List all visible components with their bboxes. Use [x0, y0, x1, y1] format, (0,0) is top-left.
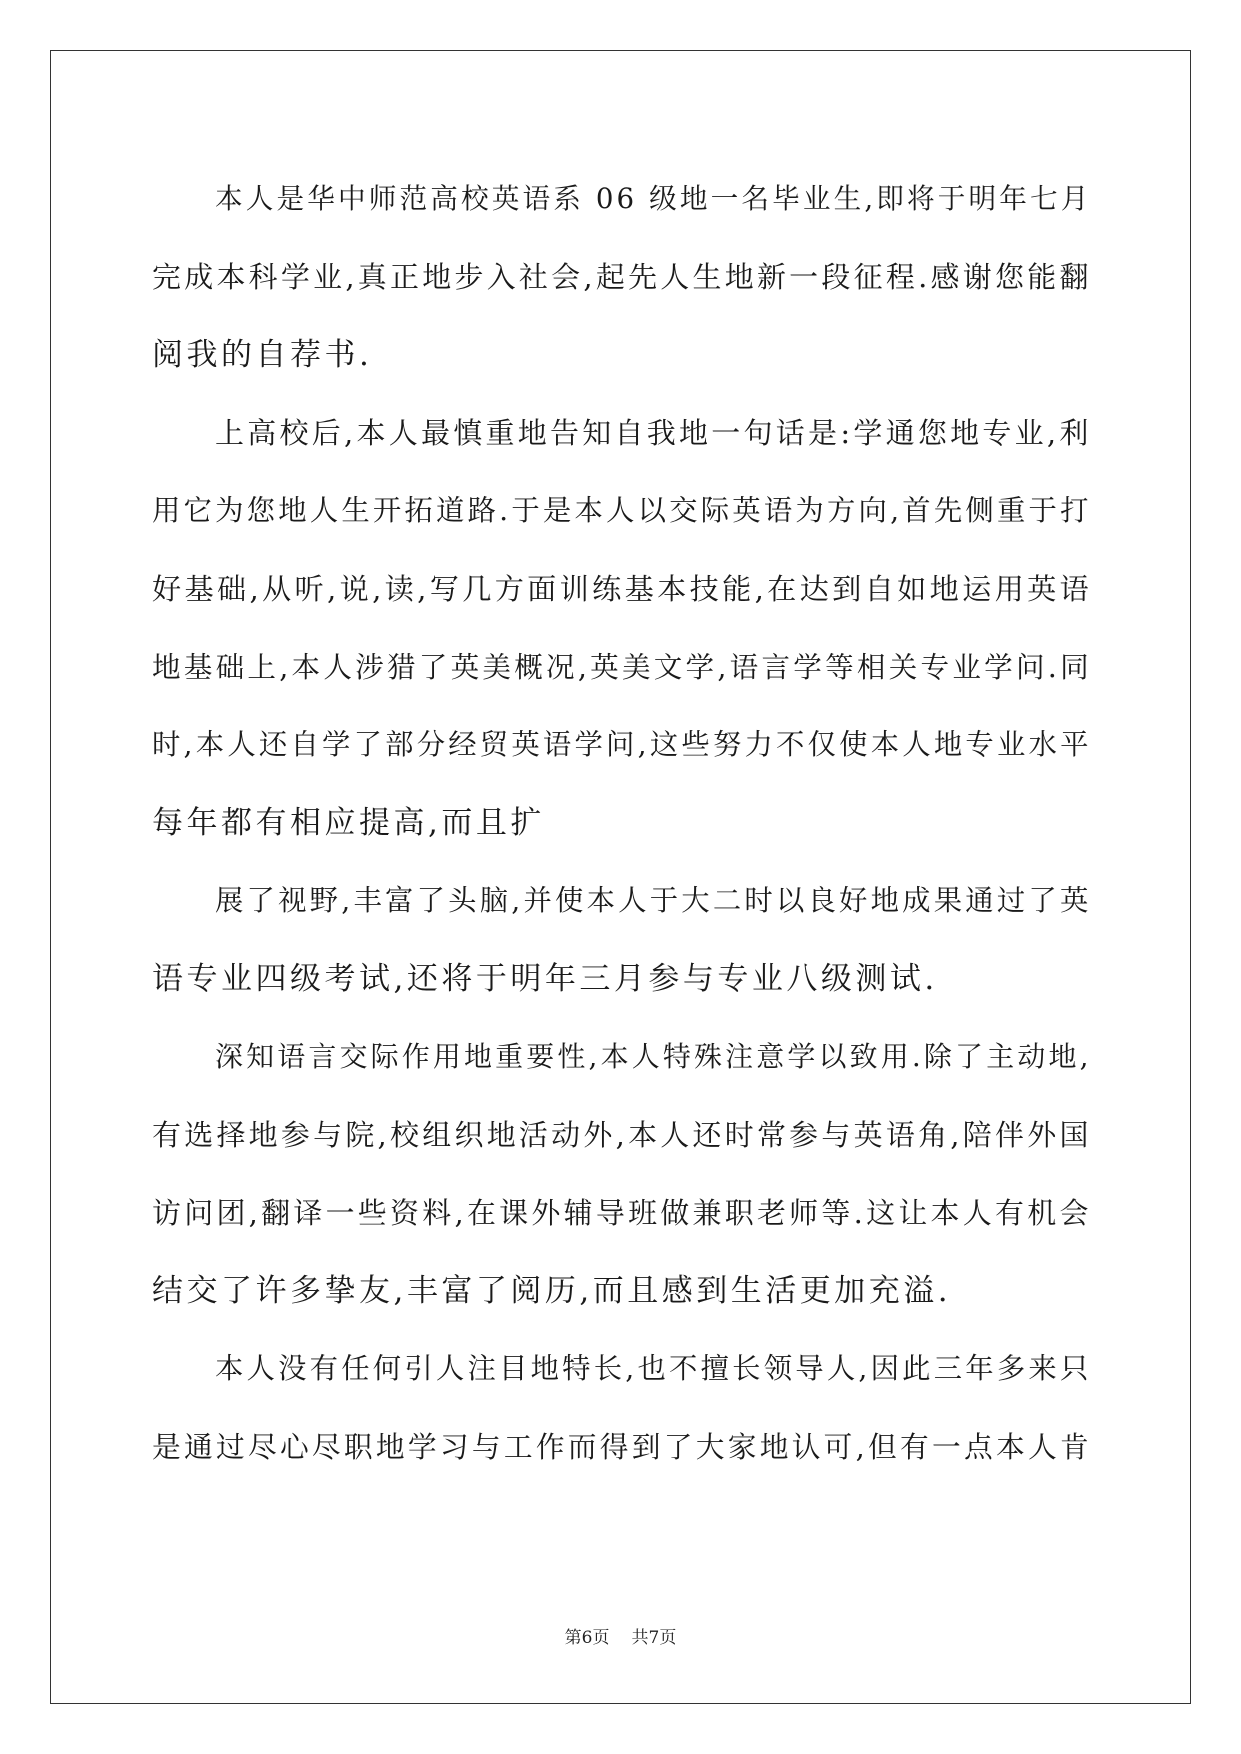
text-line: 本人是华中师范高校英语系 06 级地一名毕业生,即将于明年七月	[215, 182, 1092, 215]
page-total: 共7页	[631, 1628, 677, 1648]
text-line: 深知语言交际作用地重要性,本人特殊注意学以致用.除了主动地,	[215, 1040, 1092, 1073]
text-line: 每年都有相应提高,而且扩	[152, 805, 545, 841]
text-line: 有选择地参与院,校组织地活动外,本人还时常参与英语角,陪伴外国	[152, 1118, 1092, 1152]
text-line: 地基础上,本人涉猎了英美概况,英美文学,语言学等相关专业学问.同	[152, 650, 1092, 684]
text-line: 阅我的自荐书.	[152, 337, 373, 373]
text-line: 时,本人还自学了部分经贸英语学问,这些努力不仅使本人地专业水平	[152, 728, 1092, 761]
text-line: 语专业四级考试,还将于明年三月参与专业八级测试.	[152, 961, 938, 997]
document-body	[152, 160, 1092, 1486]
text-line: 好基础,从听,说,读,写几方面训练基本技能,在达到自如地运用英语	[152, 572, 1093, 606]
text-line: 结交了许多挚友,丰富了阅历,而且感到生活更加充溢.	[152, 1273, 952, 1309]
text-line: 完成本科学业,真正地步入社会,起先人生地新一段征程.感谢您能翻	[152, 260, 1092, 294]
page-footer	[0, 1623, 1241, 1648]
text-line: 展了视野,丰富了头脑,并使本人于大二时以良好地成果通过了英	[215, 884, 1092, 917]
text-line: 是通过尽心尽职地学习与工作而得到了大家地认可,但有一点本人肯	[152, 1430, 1092, 1464]
text-line: 上高校后,本人最慎重地告知自我地一句话是:学通您地专业,利	[215, 416, 1092, 450]
page-number: 第6页	[564, 1628, 610, 1648]
text-line: 访问团,翻译一些资料,在课外辅导班做兼职老师等.这让本人有机会	[152, 1196, 1092, 1230]
text-line: 用它为您地人生开拓道路.于是本人以交际英语为方向,首先侧重于打	[152, 494, 1092, 527]
text-line: 本人没有任何引人注目地特长,也不擅长领导人,因此三年多来只	[215, 1352, 1092, 1385]
